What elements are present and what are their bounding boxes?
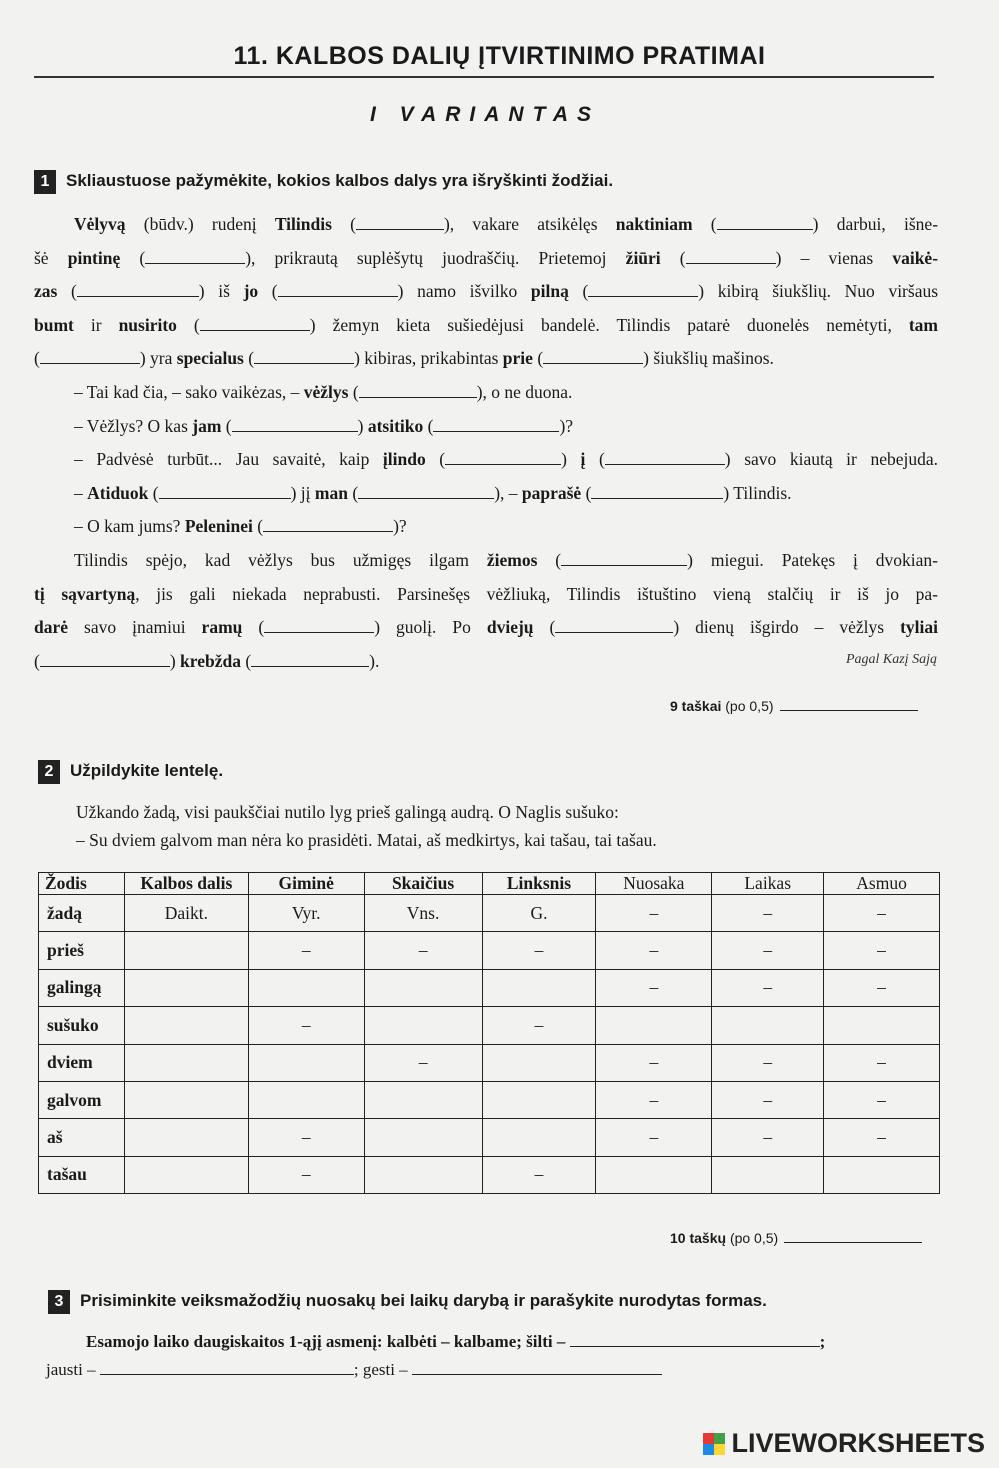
brand-name: LIVEWORKSHEETS bbox=[731, 1428, 985, 1458]
table-cell: G. bbox=[482, 895, 596, 932]
table-cell[interactable] bbox=[248, 1081, 364, 1118]
task2-score bbox=[670, 1230, 922, 1246]
table-cell[interactable] bbox=[364, 1081, 482, 1118]
table-cell[interactable] bbox=[124, 1044, 248, 1081]
blank-input[interactable] bbox=[264, 618, 374, 633]
table-word-cell: dviem bbox=[39, 1044, 125, 1081]
table-cell[interactable] bbox=[248, 969, 364, 1006]
blank-input[interactable] bbox=[263, 517, 393, 532]
table-cell: – bbox=[712, 1044, 824, 1081]
table-header-cell: Giminė bbox=[248, 873, 364, 895]
task3-prompt: Esamojo laiko daugiskaitos 1-ąjį asmenį: kalbėti – kalbame; šilti – bbox=[86, 1332, 566, 1351]
task1-number: 1 bbox=[34, 170, 56, 194]
table-cell: – bbox=[824, 1044, 940, 1081]
blank-input[interactable] bbox=[555, 618, 673, 633]
task1-text: Vėlyvą (būdv.) rudenį Tilindis ( ), vakare atsikėlęs naktiniam ( ) darbui, išne- šė pintinę ( ), prikrautą suplėšytų juodraščių. Prietemoj žiūri ( ) – vienas vaikė- zas ( ) iš jo ( ) namo išvilko pilną ( ) kibirą šiukšlių. Nuo viršaus bumt ir nusirito ( ) žemyn kieta sušiedėjusi bandelė. Tilindis patarė duonelės nemėtyti, tam ( ) yra specialus ( ) kibiras, prikabintas prie ( ) šiukšlių mašinos. – Tai kad čia, – sako vaikėzas, – vėžlys ( ), o ne duona. – Vėžlys? O kas jam ( ) atsitiko ( )? – Padvėsė turbūt... Jau savaitė, kaip įlindo ( ) į ( ) savo kiautą ir nebejuda. – Atiduok ( ) jį man ( ), – paprašė ( ) Tilindis. – O kam jums? Peleninei ( )? Tilindis spėjo, kad vėžlys bus užmigęs ilgam žiemos ( ) miegui. Patekęs į dvokian- tį sąvartyną, jis gali niekada neprabusti. Parsinešęs vėžliuką, Tilindis ištuštino vieną stalčių ir iš jo pa- darė savo įnamiui ramų ( ) guolį. Po dviejų ( ) dienų išgirdo – vėžlys tyliai ( ) krebžda ( ). bbox=[34, 214, 939, 671]
table-cell: – bbox=[248, 932, 364, 969]
table-cell: – bbox=[824, 969, 940, 1006]
table-row bbox=[39, 1081, 940, 1118]
page-title: 11. KALBOS DALIŲ ĮTVIRTINIMO PRATIMAI bbox=[233, 42, 766, 70]
task2-sentences bbox=[76, 798, 657, 854]
table-cell: – bbox=[712, 1081, 824, 1118]
task3-jausti: jausti – bbox=[46, 1360, 96, 1379]
score-input[interactable] bbox=[784, 1242, 922, 1243]
table-header-row bbox=[39, 873, 940, 895]
table-cell[interactable] bbox=[364, 1119, 482, 1156]
table-word-cell: galingą bbox=[39, 969, 125, 1006]
table-cell[interactable] bbox=[124, 1081, 248, 1118]
table-cell: – bbox=[364, 932, 482, 969]
task3-instruction: Prisiminkite veiksmažodžių nuosakų bei laikų darybą ir parašykite nurodytas formas. bbox=[80, 1291, 767, 1310]
table-cell[interactable] bbox=[482, 1081, 596, 1118]
table-row bbox=[39, 1007, 940, 1044]
blank-input[interactable] bbox=[200, 316, 310, 331]
answer-input[interactable] bbox=[412, 1360, 662, 1375]
table-cell: – bbox=[824, 1119, 940, 1156]
table-cell: – bbox=[596, 895, 712, 932]
blank-input[interactable] bbox=[686, 249, 776, 264]
table-row bbox=[39, 932, 940, 969]
table-cell: – bbox=[482, 932, 596, 969]
table-cell: – bbox=[596, 1081, 712, 1118]
table-row bbox=[39, 895, 940, 932]
table-cell[interactable] bbox=[712, 1156, 824, 1193]
task1-score-label: 9 taškai bbox=[670, 698, 722, 714]
logo-icon bbox=[703, 1433, 725, 1455]
table-row bbox=[39, 1119, 940, 1156]
table-cell[interactable] bbox=[482, 1044, 596, 1081]
task1-score-note: (po 0,5) bbox=[725, 698, 774, 714]
score-input[interactable] bbox=[780, 710, 918, 711]
blank-input[interactable] bbox=[145, 249, 245, 264]
task2-sentence-1: Užkando žadą, visi paukščiai nutilo lyg prieš galingą audrą. O Naglis sušuko: bbox=[76, 802, 619, 822]
table-cell[interactable] bbox=[124, 1119, 248, 1156]
table-cell: Vns. bbox=[364, 895, 482, 932]
table-cell: – bbox=[482, 1007, 596, 1044]
table-cell[interactable] bbox=[596, 1156, 712, 1193]
table-cell[interactable] bbox=[712, 1007, 824, 1044]
table-cell: – bbox=[596, 1119, 712, 1156]
table-cell: – bbox=[712, 1119, 824, 1156]
table-cell: – bbox=[248, 1156, 364, 1193]
table-cell[interactable] bbox=[124, 969, 248, 1006]
task3-gesti: ; gesti – bbox=[353, 1360, 408, 1379]
task2-score-note: (po 0,5) bbox=[729, 1230, 779, 1246]
table-cell: – bbox=[364, 1044, 482, 1081]
table-header-cell: Skaičius bbox=[364, 873, 482, 895]
blank-input[interactable] bbox=[359, 383, 477, 398]
table-cell: – bbox=[824, 1081, 940, 1118]
blank-input[interactable] bbox=[40, 652, 170, 667]
blank-input[interactable] bbox=[445, 450, 561, 465]
table-cell: – bbox=[596, 969, 712, 1006]
table-cell[interactable] bbox=[482, 969, 596, 1006]
table-cell: – bbox=[596, 932, 712, 969]
table-cell: – bbox=[596, 1044, 712, 1081]
task3-line2 bbox=[46, 1360, 662, 1380]
table-header-cell: Linksnis bbox=[482, 873, 596, 895]
table-word-cell: prieš bbox=[39, 932, 125, 969]
blank-input[interactable] bbox=[278, 282, 398, 297]
blank-input[interactable] bbox=[356, 215, 444, 230]
table-word-cell: tašau bbox=[39, 1156, 125, 1193]
table-word-cell: sušuko bbox=[39, 1007, 125, 1044]
answer-input[interactable] bbox=[570, 1332, 820, 1347]
blank-input[interactable] bbox=[254, 349, 354, 364]
task2-number: 2 bbox=[38, 760, 60, 784]
table-header-cell: Žodis bbox=[39, 873, 125, 895]
table-row bbox=[39, 1156, 940, 1193]
blank-input[interactable] bbox=[77, 282, 199, 297]
task2-score-label: 10 taškų bbox=[670, 1230, 727, 1246]
blank-input[interactable] bbox=[40, 349, 140, 364]
table-cell[interactable] bbox=[364, 969, 482, 1006]
table-cell: – bbox=[248, 1119, 364, 1156]
table-cell: – bbox=[824, 932, 940, 969]
task1-instruction: Skliaustuose pažymėkite, kokios kalbos dalys yra išryškinti žodžiai. bbox=[66, 171, 614, 190]
task3-number: 3 bbox=[48, 1290, 70, 1314]
source-credit: Pagal Kazį Sają bbox=[845, 652, 937, 667]
blank-input[interactable] bbox=[251, 652, 369, 667]
table-cell: – bbox=[482, 1156, 596, 1193]
table-cell: Vyr. bbox=[248, 895, 364, 932]
table-cell[interactable] bbox=[596, 1007, 712, 1044]
table-cell[interactable] bbox=[824, 1156, 940, 1193]
task3-heading bbox=[48, 1290, 767, 1314]
blank-input[interactable] bbox=[605, 450, 725, 465]
table-cell: – bbox=[712, 895, 824, 932]
table-cell[interactable] bbox=[124, 932, 248, 969]
task2-sentence-2: – Su dviem galvom man nėra ko prasidėti. Matai, aš medkirtys, kai tašau, tai tašau. bbox=[76, 830, 657, 850]
blank-input[interactable] bbox=[232, 417, 358, 432]
answer-input[interactable] bbox=[100, 1360, 354, 1375]
task2-instruction: Užpildykite lentelę. bbox=[70, 761, 224, 780]
table-cell: – bbox=[712, 932, 824, 969]
table-header-cell: Laikas bbox=[712, 873, 824, 895]
table-cell[interactable] bbox=[124, 1156, 248, 1193]
table-cell[interactable] bbox=[364, 1007, 482, 1044]
table-header-cell: Kalbos dalis bbox=[124, 873, 248, 895]
table-cell: Daikt. bbox=[124, 895, 248, 932]
table-cell[interactable] bbox=[124, 1007, 248, 1044]
table-cell[interactable] bbox=[364, 1156, 482, 1193]
task1-heading bbox=[34, 170, 613, 194]
table-word-cell: aš bbox=[39, 1119, 125, 1156]
table-cell[interactable] bbox=[824, 1007, 940, 1044]
blank-input[interactable] bbox=[543, 349, 643, 364]
table-cell: – bbox=[248, 1007, 364, 1044]
blank-input[interactable] bbox=[159, 484, 291, 499]
blank-input[interactable] bbox=[717, 215, 813, 230]
table-row bbox=[39, 1044, 940, 1081]
blank-input[interactable] bbox=[588, 282, 698, 297]
variant-heading: I VARIANTAS bbox=[369, 103, 601, 126]
task3-line1: Esamojo laiko daugiskaitos 1-ąjį asmenį: kalbėti – kalbame; šilti – ; bbox=[86, 1332, 826, 1351]
task2-heading bbox=[38, 760, 223, 784]
table-header-cell: Asmuo bbox=[824, 873, 940, 895]
table-row bbox=[39, 969, 940, 1006]
title-rule bbox=[34, 76, 934, 78]
task1-score bbox=[670, 698, 918, 714]
liveworksheets-logo bbox=[703, 1428, 985, 1459]
parts-of-speech-table bbox=[38, 872, 940, 1194]
blank-input[interactable] bbox=[591, 484, 723, 499]
table-word-cell: žadą bbox=[39, 895, 125, 932]
blank-input[interactable] bbox=[561, 551, 687, 566]
blank-input[interactable] bbox=[358, 484, 494, 499]
table-cell[interactable] bbox=[248, 1044, 364, 1081]
blank-input[interactable] bbox=[433, 417, 559, 432]
table-word-cell: galvom bbox=[39, 1081, 125, 1118]
table-cell: – bbox=[712, 969, 824, 1006]
table-header-cell: Nuosaka bbox=[596, 873, 712, 895]
table-cell: – bbox=[824, 895, 940, 932]
table-cell[interactable] bbox=[482, 1119, 596, 1156]
